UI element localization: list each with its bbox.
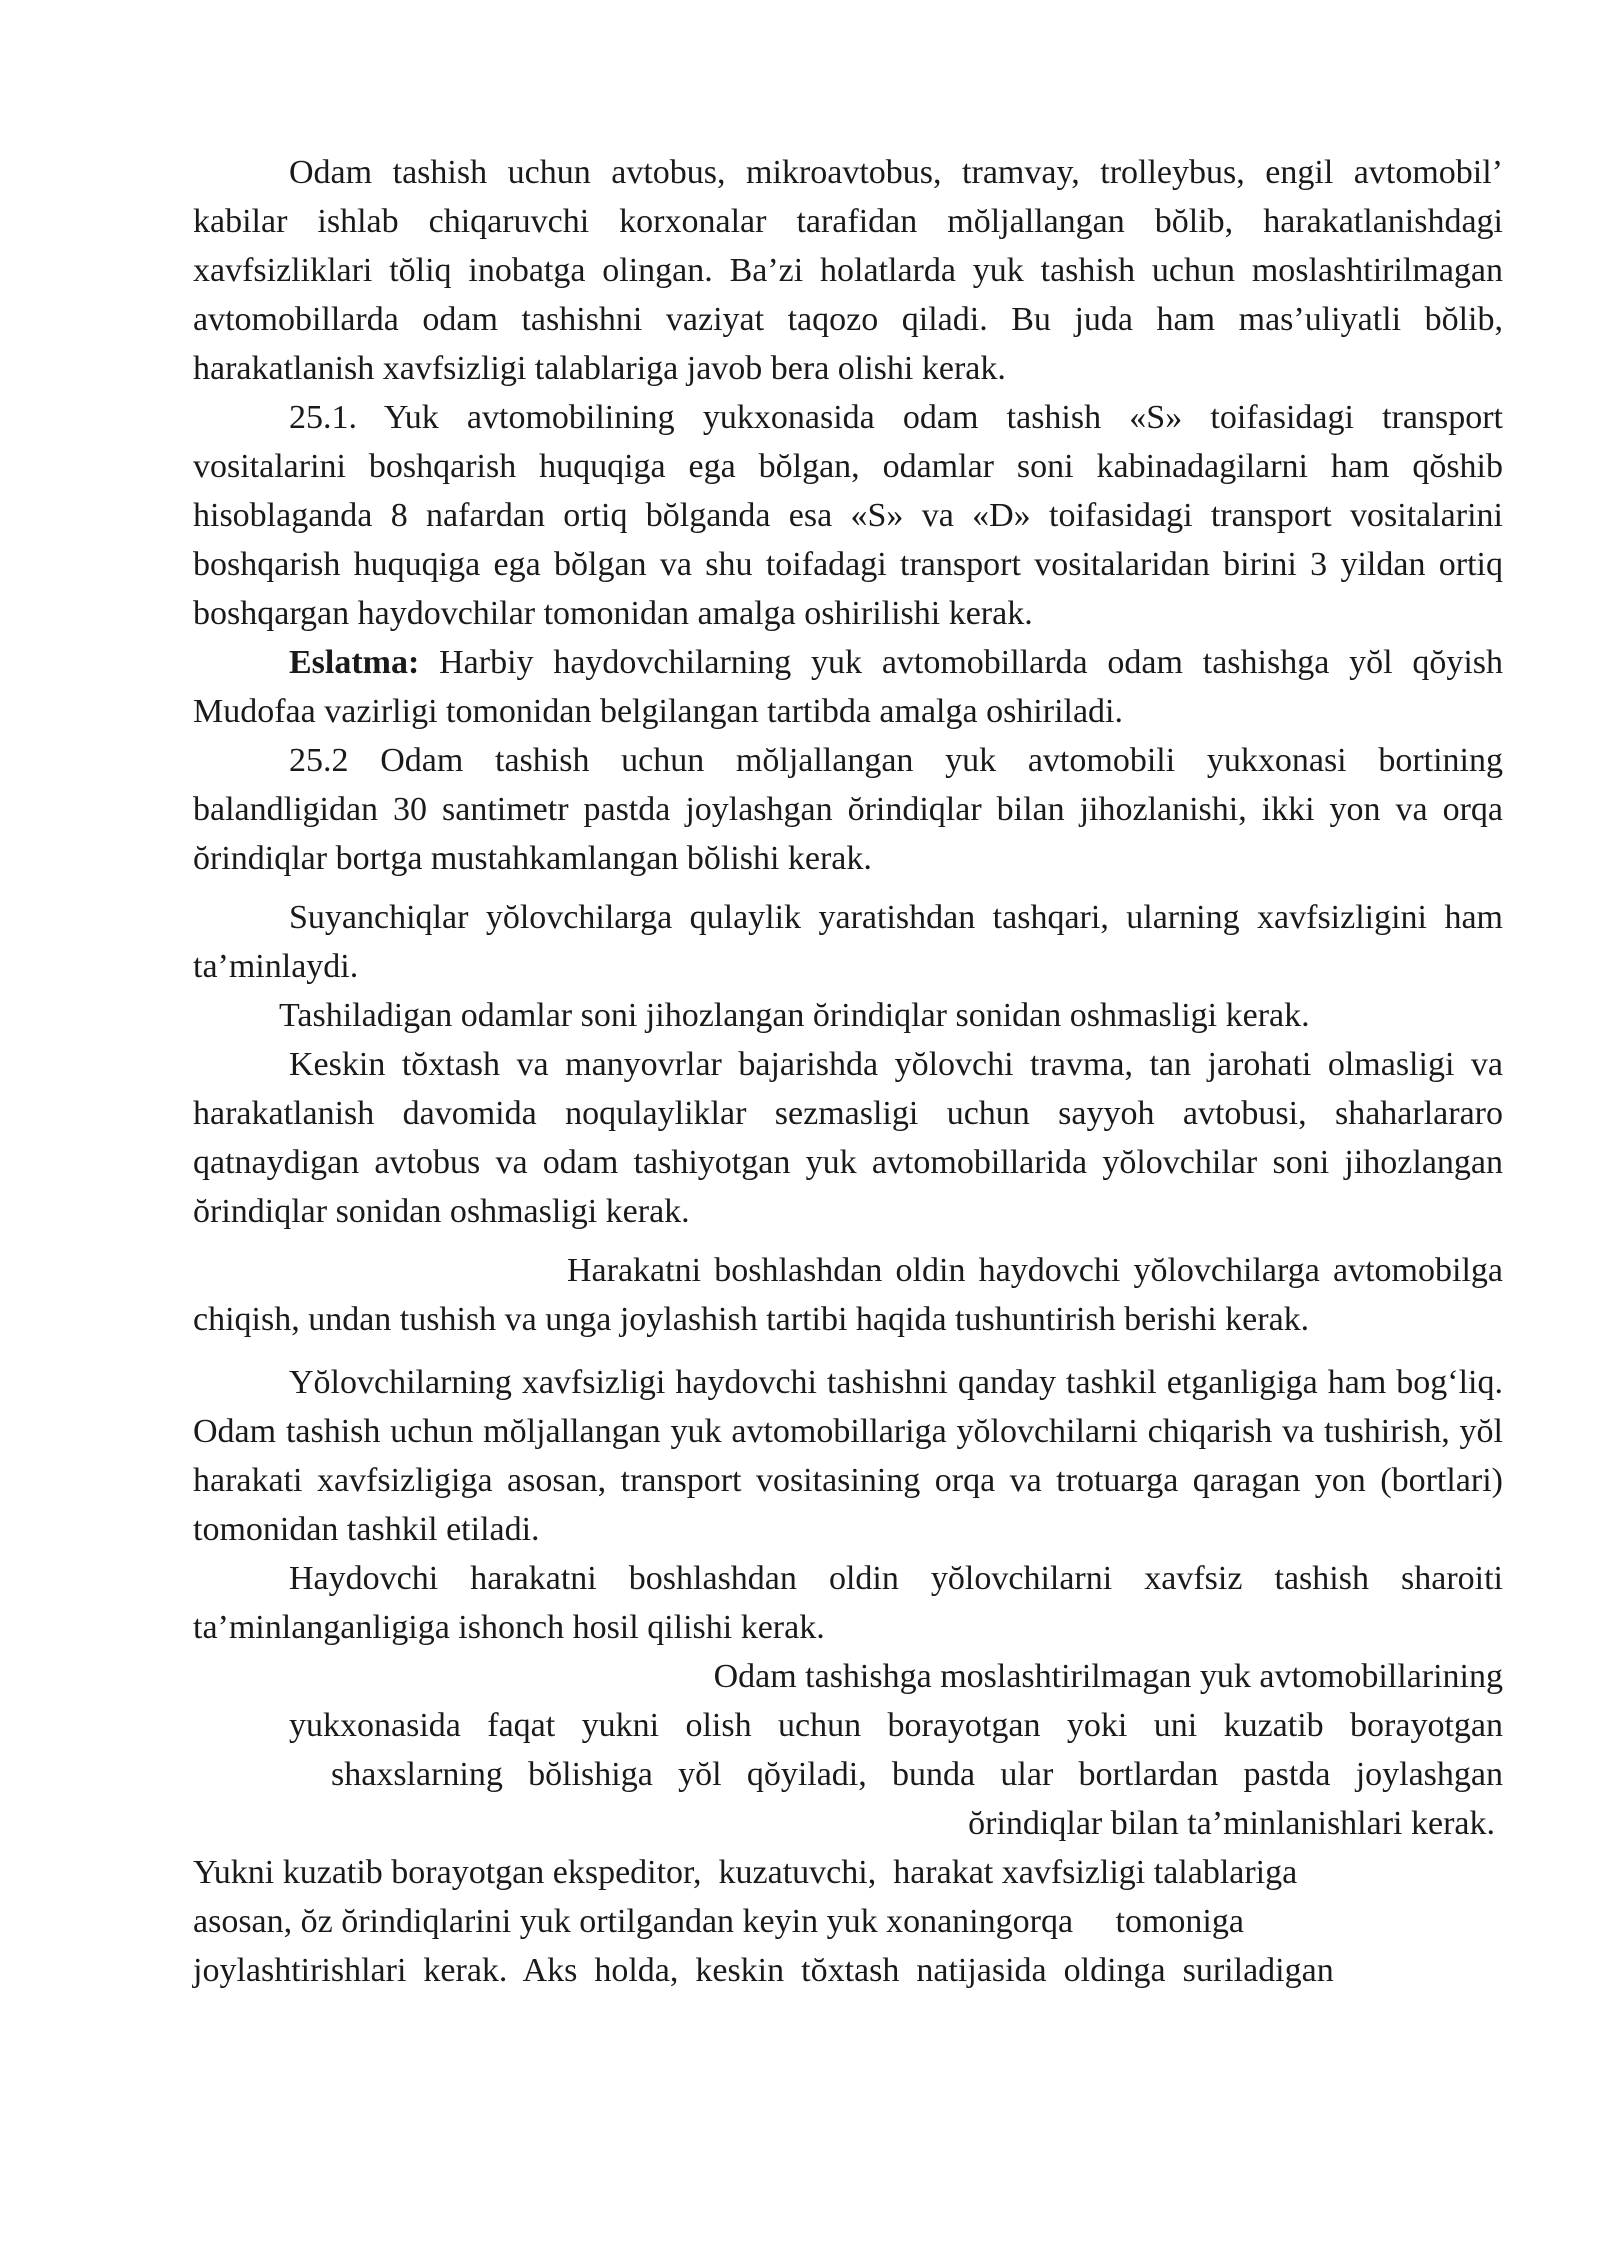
note-text: Harbiy haydovchilarning yuk avtomobillarda odam tashishga yŏl qŏyish Mudofaa vazirligi tomonidan belgilangan tartibda amalga oshiriladi.	[193, 644, 1503, 730]
note-paragraph	[193, 638, 1503, 736]
paragraph-cargo-persons	[193, 1652, 1503, 1848]
cargo-line-3: shaxslarning bŏlishiga yŏl qŏyiladi, bunda ular bortlardan pastda joylashgan	[331, 1756, 1503, 1793]
paragraph-escort	[193, 1848, 1503, 1995]
escort-line-3: joylashtirishlari kerak. Aks holda, keskin tŏxtash natijasida oldinga suriladigan	[193, 1952, 1334, 1989]
cargo-line-4: ŏrindiqlar bilan ta’minlanishlari kerak.	[968, 1805, 1495, 1842]
escort-line-1: Yukni kuzatib borayotgan ekspeditor, kuzatuvchi, harakat xavfsizligi talablariga	[193, 1854, 1298, 1891]
escort-line-2: asosan, ŏz ŏrindiqlarini yuk ortilgandan keyin yuk xonaningorqa tomoniga	[193, 1903, 1244, 1940]
document-body	[193, 148, 1503, 1995]
note-label: Eslatma:	[289, 644, 420, 681]
paragraph-25-2: 25.2 Odam tashish uchun mŏljallangan yuk avtomobili yukxonasi bortining balandligidan 30 santimetr pastda joylashgan ŏrindiqlar bilan jihozlanishi, ikki yon va orqa ŏrindiqlar bortga mustahkamlangan bŏlishi kerak.	[193, 742, 1503, 877]
paragraph-1: Odam tashish uchun avtobus, mikroavtobus, tramvay, trolleybus, engil avtomobil’ kabilar ishlab chiqaruvchi korxonalar tarafidan mŏljallangan bŏlib, harakatlanishdagi xavfsizliklari tŏliq inobatga olingan. Ba’zi holatlarda yuk tashish uchun moslashtirilmagan avtomobillarda odam tashishni vaziyat taqozo qiladi. Bu juda ham mas’uliyatli bŏlib, harakatlanish xavfsizligi talablariga javob bera olishi kerak.	[193, 154, 1503, 387]
cargo-line-1: Odam tashishga moslashtirilmagan yuk avtomobillarining	[713, 1658, 1503, 1695]
cargo-line-2: yukxonasida faqat yukni olish uchun borayotgan yoki uni kuzatib borayotgan	[289, 1707, 1503, 1744]
paragraph-backrests: Suyanchiqlar yŏlovchilarga qulaylik yaratishdan tashqari, ularning xavfsizligini ham ta’minlaydi.	[193, 899, 1503, 985]
paragraph-25-1: 25.1. Yuk avtomobilining yukxonasida odam tashish «S» toifasidagi transport vositalarini boshqarish huquqiga ega bŏlgan, odamlar soni kabinadagilarni ham qŏshib hisoblaganda 8 nafardan ortiq bŏlganda esa «S» va «D» toifasidagi transport vositalarini boshqarish huquqiga ega bŏlgan va shu toifadagi transport vositalaridan birini 3 yildan ortiq boshqargan haydovchilar tomonidan amalga oshirilishi kerak.	[193, 399, 1503, 632]
paragraph-seat-count: Tashiladigan odamlar soni jihozlangan ŏrindiqlar sonidan oshmasligi kerak.	[279, 997, 1310, 1034]
paragraph-sudden-stop: Keskin tŏxtash va manyovrlar bajarishda yŏlovchi travma, tan jarohati olmasligi va harakatlanish davomida noqulayliklar sezmasligi uchun sayyoh avtobusi, shaharlararo qatnaydigan avtobus va odam tashiyotgan yuk avtomobillarida yŏlovchilar soni jihozlangan ŏrindiqlar sonidan oshmasligi kerak.	[193, 1046, 1503, 1230]
paragraph-driver-check: Haydovchi harakatni boshlashdan oldin yŏlovchilarni xavfsiz tashish sharoiti ta’minlanganligiga ishonch hosil qilishi kerak.	[193, 1560, 1503, 1646]
paragraph-passenger-safety: Yŏlovchilarning xavfsizligi haydovchi tashishni qanday tashkil etganligiga ham bog‘liq. Odam tashish uchun mŏljallangan yuk avtomobillariga yŏlovchilarni chiqarish va tushirish, yŏl harakati xavfsizligiga asosan, transport vositasining orqa va trotuarga qaragan yon (bortlari) tomonidan tashkil etiladi.	[193, 1364, 1503, 1548]
paragraph-instructions: Harakatni boshlashdan oldin haydovchi yŏlovchilarga avtomobilga chiqish, undan tushish va unga joylashish tartibi haqida tushuntirish berishi kerak.	[193, 1252, 1503, 1338]
